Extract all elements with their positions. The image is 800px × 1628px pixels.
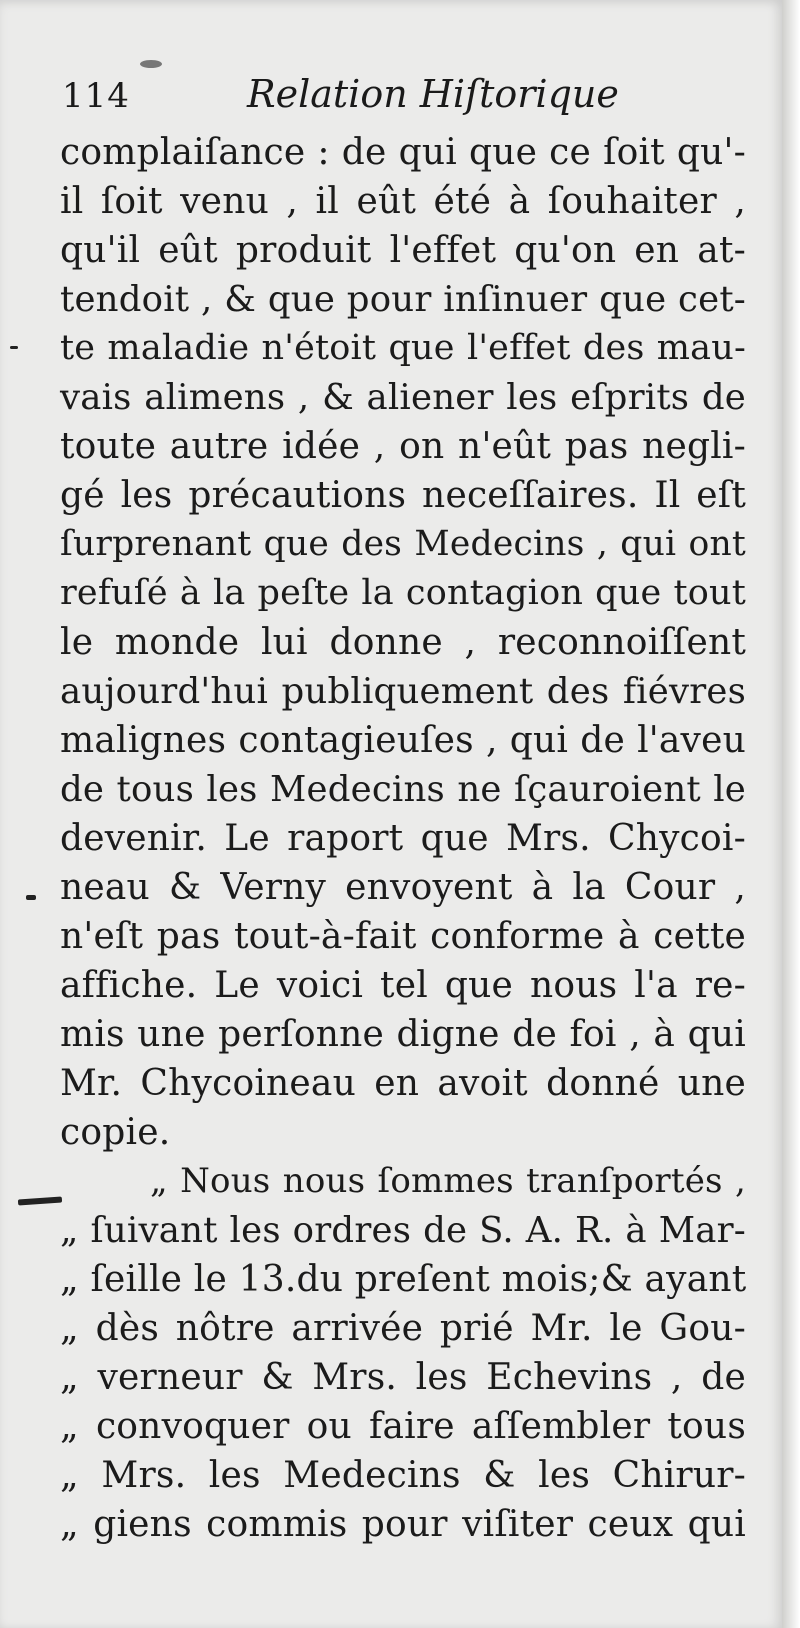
- page-edge: [782, 0, 800, 1628]
- text-line: le monde lui donne , reconnoiſſent: [60, 622, 746, 663]
- margin-mark: [26, 895, 36, 900]
- text-line: qu'il eût produit l'effet qu'on en at-: [60, 230, 746, 271]
- margin-mark: [10, 346, 18, 349]
- text-line: vais alimens , & aliener les eſprits de: [60, 377, 746, 418]
- text-line: n'eſt pas tout-à-fait conforme à cette: [60, 916, 746, 957]
- page-header: [62, 72, 722, 132]
- text-line: de tous les Medecins ne ſçauroient le: [60, 769, 746, 810]
- text-line: toute autre idée , on n'eût pas negli-: [60, 426, 746, 467]
- text-line: copie.: [60, 1112, 171, 1153]
- page-number: 114: [62, 76, 130, 116]
- quote-line: „ Mrs. les Medecins & les Chirur-: [60, 1455, 746, 1496]
- text-line: devenir. Le raport que Mrs. Chycoi-: [60, 818, 746, 859]
- text-line: Mr. Chycoineau en avoit donné une: [60, 1063, 746, 1104]
- text-line: malignes contagieuſes , qui de l'aveu: [60, 720, 746, 761]
- text-line: complaiſance : de qui que ce ſoit qu'-: [60, 132, 746, 173]
- ink-smudge: [140, 60, 162, 68]
- body-text: [60, 128, 746, 1549]
- text-line: neau & Verny envoyent à la Cour ,: [60, 867, 746, 908]
- text-line: affiche. Le voici tel que nous l'a re-: [60, 965, 746, 1006]
- quote-line: „ convoquer ou faire aſſembler tous: [60, 1406, 746, 1447]
- quote-line: „ Nous nous ſommes tranſportés ,: [150, 1161, 746, 1201]
- quote-line: „ ſuivant les ordres de S. A. R. à Mar-: [60, 1210, 746, 1251]
- text-line: refuſé à la peſte la contagion que tout: [60, 573, 746, 613]
- text-line: ſurprenant que des Medecins , qui ont: [60, 524, 746, 564]
- text-line: mis une perſonne digne de foi , à qui: [60, 1014, 746, 1055]
- running-title: Relation Hiſtorique: [247, 72, 619, 116]
- text-line: te maladie n'étoit que l'effet des mau-: [60, 328, 746, 368]
- text-line: tendoit , & que pour inſinuer que cet-: [60, 279, 746, 320]
- quote-line: „ dès nôtre arrivée prié Mr. le Gou-: [60, 1308, 746, 1349]
- margin-mark: [18, 1196, 62, 1205]
- text-line: gé les précautions neceſſaires. Il eſt: [60, 475, 746, 516]
- text-line: aujourd'hui publiquement des fiévres: [60, 671, 746, 712]
- quote-line: „ ſeille le 13.du preſent mois;& ayant: [60, 1259, 747, 1300]
- quote-line: „ giens commis pour viſiter ceux qui: [60, 1504, 746, 1545]
- quote-line: „ verneur & Mrs. les Echevins , de: [60, 1357, 746, 1398]
- text-line: il ſoit venu , il eût été à ſouhaiter ,: [60, 181, 746, 222]
